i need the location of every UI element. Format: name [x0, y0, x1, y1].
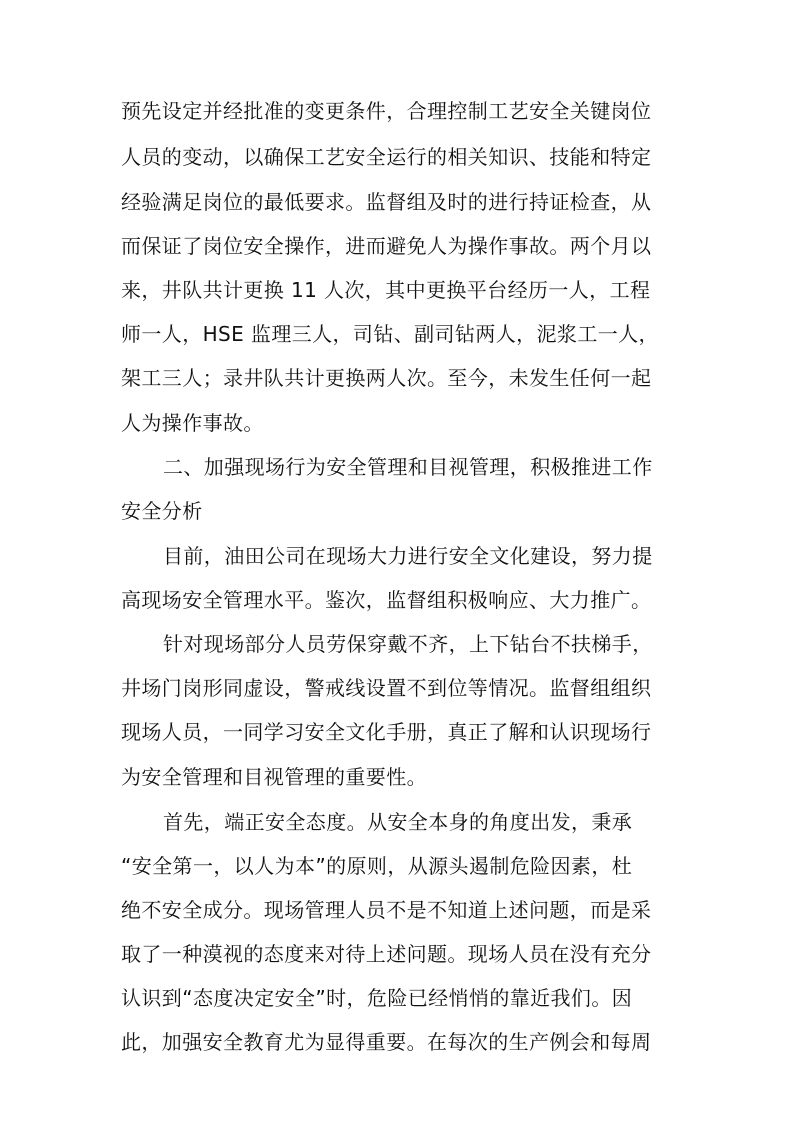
- paragraph-line: “安全第一，以人为本”的原则，从源头遏制危险因素，杜: [121, 854, 633, 878]
- paragraph-line: 取了一种漠视的态度来对待上述问题。现场人员在没有充分: [121, 942, 652, 966]
- paragraph-line: 认识到“态度决定安全”时，危险已经悄悄的靠近我们。因: [121, 986, 633, 1010]
- paragraph-line: 绝不安全成分。现场管理人员不是不知道上述问题，而是采: [121, 898, 652, 922]
- paragraph-line: 首先，端正安全态度。从安全本身的角度出发，秉承: [163, 810, 633, 834]
- paragraph-line: 高现场安全管理水平。鉴次，监督组积极响应、大力推广。: [121, 588, 652, 612]
- paragraph-line: 为安全管理和目视管理的重要性。: [121, 765, 427, 789]
- paragraph-line: 师一人，HSE 监理三人，司钻、副司钻两人，泥浆工一人，: [121, 322, 659, 346]
- paragraph-line: 来，井队共计更换 11 人次，其中更换平台经历一人，工程: [121, 278, 651, 302]
- paragraph-line: 经验满足岗位的最低要求。监督组及时的进行持证检查，从: [121, 190, 652, 214]
- paragraph-line: 现场人员，一同学习安全文化手册，真正了解和认识现场行: [121, 720, 652, 744]
- paragraph-line: 预先设定并经批准的变更条件，合理控制工艺安全关键岗位: [121, 99, 652, 123]
- paragraph-line: 人为操作事故。: [121, 411, 264, 435]
- paragraph-line: 架工三人；录井队共计更换两人次。至今，未发生任何一起: [121, 366, 652, 390]
- paragraph-line: 目前，油田公司在现场大力进行安全文化建设，努力提: [163, 544, 653, 568]
- paragraph-line: 井场门岗形同虚设，警戒线设置不到位等情况。监督组组织: [121, 676, 652, 700]
- section-heading-continuation: 安全分析: [121, 499, 203, 523]
- paragraph-line: 而保证了岗位安全操作，进而避免人为操作事故。两个月以: [121, 234, 652, 258]
- paragraph-line: 此，加强安全教育尤为显得重要。在每次的生产例会和每周: [121, 1030, 652, 1054]
- paragraph-line: 针对现场部分人员劳保穿戴不齐，上下钻台不扶梯手，: [163, 632, 653, 656]
- section-heading: 二、加强现场行为安全管理和目视管理，积极推进工作: [163, 455, 653, 479]
- paragraph-line: 人员的变动，以确保工艺安全运行的相关知识、技能和特定: [121, 145, 652, 169]
